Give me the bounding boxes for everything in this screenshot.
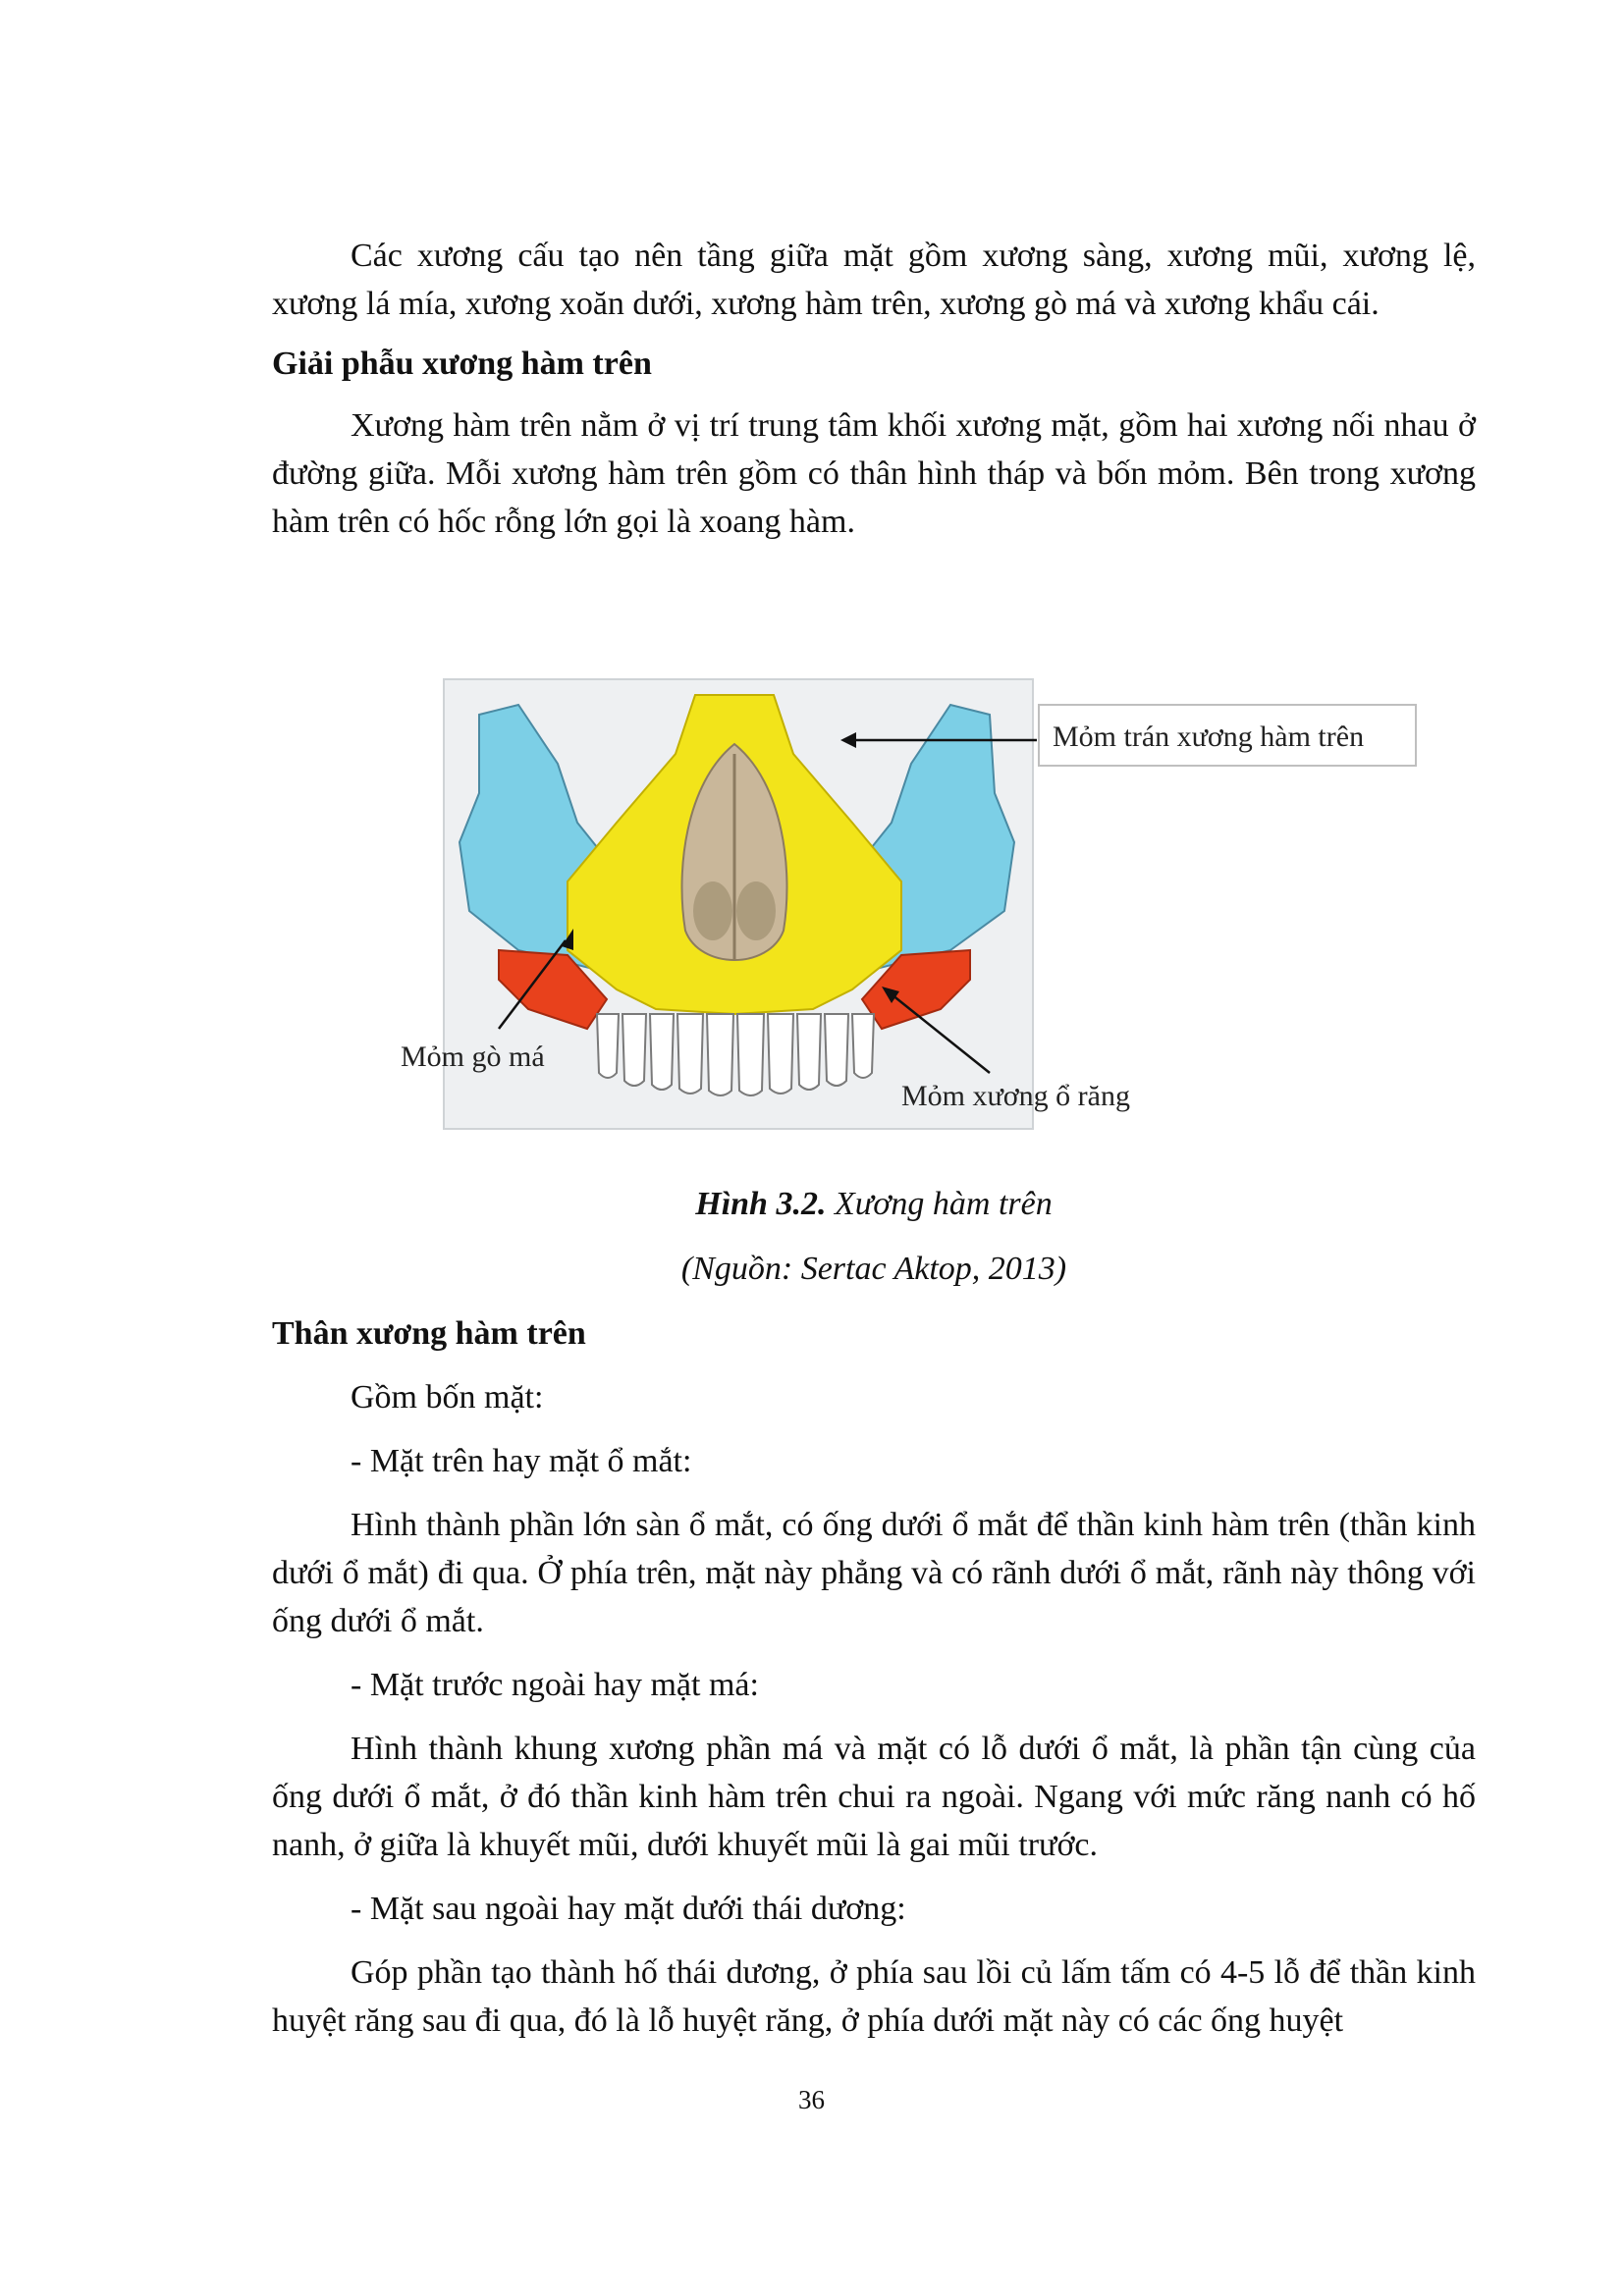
caption-number: Hình 3.2. bbox=[695, 1186, 827, 1222]
left-nasal-concha bbox=[693, 881, 732, 940]
text-block-top bbox=[272, 232, 1476, 546]
surface3-title: - Mặt sau ngoài hay mặt dưới thái dương: bbox=[351, 1891, 906, 1927]
figure-caption bbox=[272, 1180, 1476, 1228]
label-alveolar-process: Mỏm xương ổ răng bbox=[901, 1080, 1130, 1112]
heading-body: Thân xương hàm trên bbox=[272, 1315, 586, 1352]
surface3-text: Góp phần tạo thành hố thái dương, ở phía sau lồi củ lấm tấm có 4-5 lỗ để thần kinh huyệt răng sau đi qua, đó là lỗ huyệt răng, ở phía dưới mặt này có các ống huyệt bbox=[272, 1954, 1476, 2039]
surface1-title: - Mặt trên hay mặt ổ mắt: bbox=[351, 1443, 692, 1479]
page-number: 36 bbox=[798, 2085, 825, 2114]
caption-title: Xương hàm trên bbox=[826, 1186, 1053, 1222]
label-frontal-process: Mỏm trán xương hàm trên bbox=[1053, 721, 1365, 753]
right-nasal-concha bbox=[736, 881, 776, 940]
body-intro: Gồm bốn mặt: bbox=[351, 1379, 544, 1415]
label-zygomatic-process: Mỏm gò má bbox=[401, 1041, 545, 1073]
anatomy-paragraph: Xương hàm trên nằm ở vị trí trung tâm khối xương mặt, gồm hai xương nối nhau ở đường giữa. Mỗi xương hàm trên gồm có thân hình tháp và bốn mỏm. Bên trong xương hàm trên có hốc rỗng lớn gọi là xoang hàm. bbox=[272, 407, 1476, 540]
surface2-text: Hình thành khung xương phần má và mặt có lỗ dưới ổ mắt, là phần tận cùng của ống dưới ổ mắt, ở đó thần kinh hàm trên chui ra ngoài. Ngang với mức răng nanh có hố nanh, ở giữa là khuyết mũi, dưới khuyết mũi là gai mũi trước. bbox=[272, 1731, 1476, 1863]
figure-source: (Nguồn: Sertac Aktop, 2013) bbox=[680, 1251, 1067, 1287]
intro-paragraph: Các xương cấu tạo nên tầng giữa mặt gồm xương sàng, xương mũi, xương lệ, xương lá mía, xương xoăn dưới, xương hàm trên, xương gò má và xương khẩu cái. bbox=[272, 238, 1476, 322]
surface1-text: Hình thành phần lớn sàn ổ mắt, có ống dưới ổ mắt để thần kinh hàm trên (thần kinh dưới ổ mắt) đi qua. Ở phía trên, mặt này phẳng và có rãnh dưới ổ mắt, rãnh này thông với ống dưới ổ mắt. bbox=[272, 1507, 1476, 1639]
maxilla-figure bbox=[401, 675, 1422, 1137]
surface2-title: - Mặt trước ngoài hay mặt má: bbox=[351, 1667, 759, 1703]
heading-anatomy: Giải phẫu xương hàm trên bbox=[272, 346, 652, 382]
text-block-bottom bbox=[272, 1309, 1476, 2045]
